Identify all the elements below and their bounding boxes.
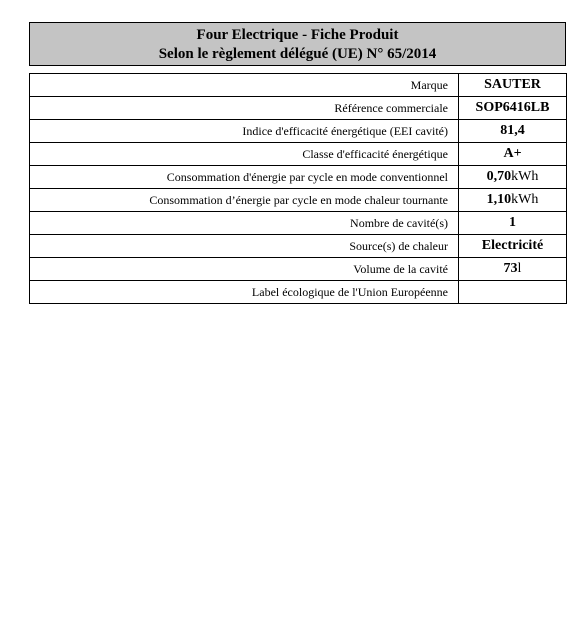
table-row-heat-source bbox=[30, 235, 567, 258]
row-value: 1 bbox=[459, 212, 567, 235]
product-sheet-header bbox=[29, 22, 566, 66]
row-value: SOP6416LB bbox=[459, 97, 567, 120]
row-label: Volume de la cavité bbox=[30, 258, 459, 281]
row-value: 81,4 bbox=[459, 120, 567, 143]
row-label: Source(s) de chaleur bbox=[30, 235, 459, 258]
table-row-cavity-volume bbox=[30, 258, 567, 281]
row-value bbox=[459, 258, 567, 281]
row-value bbox=[459, 189, 567, 212]
table-row-consumption-conventional bbox=[30, 166, 567, 189]
row-value bbox=[459, 281, 567, 304]
row-label: Consommation d'énergie par cycle en mode conventionnel bbox=[30, 166, 459, 189]
row-value: SAUTER bbox=[459, 74, 567, 97]
value-unit: kWh bbox=[511, 169, 539, 184]
value-unit: l bbox=[517, 261, 522, 276]
table-row-consumption-fan bbox=[30, 189, 567, 212]
table-row-eei bbox=[30, 120, 567, 143]
row-label: Marque bbox=[30, 74, 459, 97]
row-label: Consommation d’énergie par cycle en mode chaleur tournante bbox=[30, 189, 459, 212]
table-row-energy-class bbox=[30, 143, 567, 166]
table-row-cavity-count bbox=[30, 212, 567, 235]
row-label: Classe d'efficacité énergétique bbox=[30, 143, 459, 166]
row-value: Electricité bbox=[459, 235, 567, 258]
row-label: Indice d'efficacité énergétique (EEI cavité) bbox=[30, 120, 459, 143]
value-number: 73 bbox=[503, 261, 518, 276]
row-value bbox=[459, 166, 567, 189]
table-row-reference bbox=[30, 97, 567, 120]
value-number: 0,70 bbox=[486, 169, 512, 184]
row-label: Nombre de cavité(s) bbox=[30, 212, 459, 235]
sheet-title: Four Electrique - Fiche Produit bbox=[196, 27, 399, 43]
product-spec-table bbox=[29, 73, 567, 304]
table-row-eco-label bbox=[30, 281, 567, 304]
row-value: A+ bbox=[459, 143, 567, 166]
row-label: Référence commerciale bbox=[30, 97, 459, 120]
row-label: Label écologique de l'Union Européenne bbox=[30, 281, 459, 304]
value-unit: kWh bbox=[511, 192, 539, 207]
table-row-brand bbox=[30, 74, 567, 97]
value-number: 1,10 bbox=[486, 192, 512, 207]
sheet-subtitle: Selon le règlement délégué (UE) N° 65/2014 bbox=[158, 46, 437, 62]
